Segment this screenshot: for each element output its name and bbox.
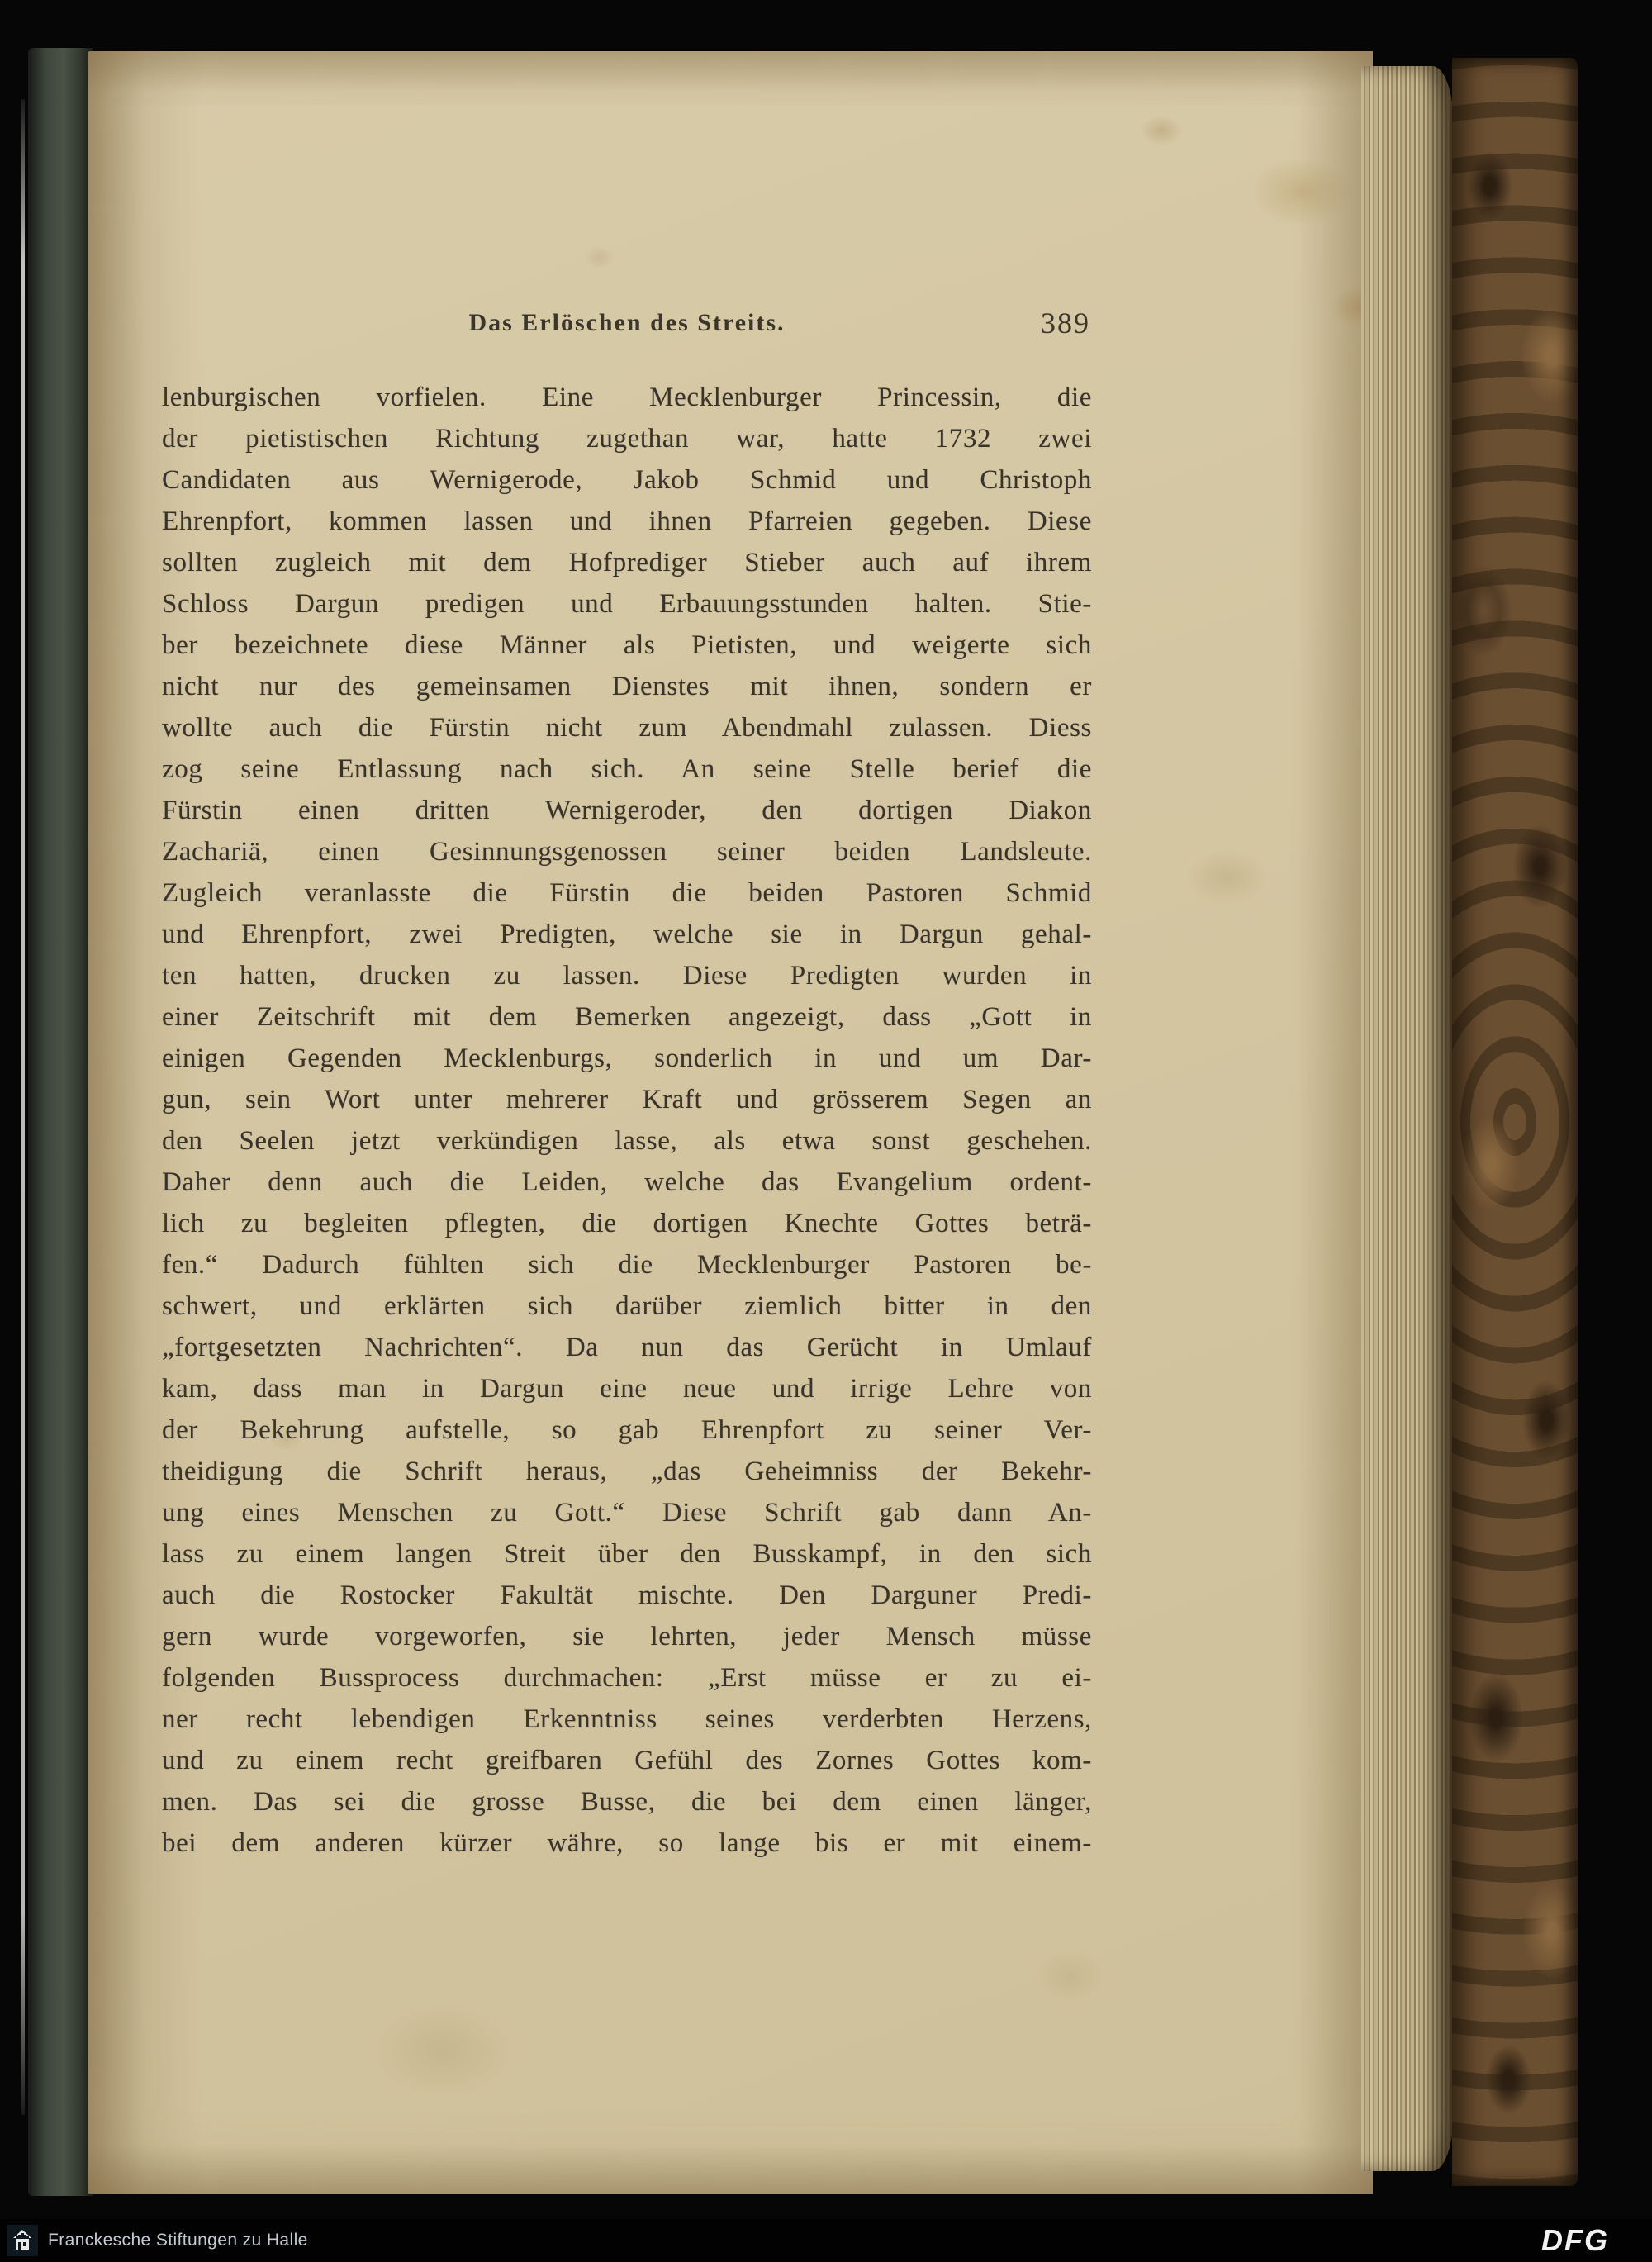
text-line: theidigung die Schrift heraus, „das Geheimniss der Bekehr- — [162, 1457, 1092, 1486]
text-line: wollte auch die Fürstin nicht zum Abendmahl zulassen. Diess — [162, 713, 1092, 743]
printed-text-block — [162, 309, 1092, 1864]
text-line: auch die Rostocker Fakultät mischte. Den Darguner Predi- — [162, 1580, 1092, 1610]
text-line: und Ehrenpfort, zwei Predigten, welche sie in Dargun gehal- — [162, 920, 1092, 949]
book-spine-edge — [28, 48, 93, 2196]
text-line: nicht nur des gemeinsamen Dienstes mit ihnen, sondern er — [162, 672, 1092, 701]
text-line: fen.“ Dadurch fühlten sich die Mecklenburger Pastoren be- — [162, 1250, 1092, 1280]
text-line: bei dem anderen kürzer währe, so lange bis er mit einem- — [162, 1828, 1092, 1858]
text-line: den Seelen jetzt verkündigen lasse, als etwa sonst geschehen. — [162, 1126, 1092, 1156]
text-line: sollten zugleich mit dem Hofprediger Stieber auch auf ihrem — [162, 548, 1092, 577]
text-line: folgenden Bussprocess durchmachen: „Erst müsse er zu ei- — [162, 1663, 1092, 1693]
page-body — [162, 377, 1092, 1864]
text-line: lich zu begleiten pflegten, die dortigen Knechte Gottes beträ- — [162, 1209, 1092, 1238]
text-line: Candidaten aus Wernigerode, Jakob Schmid und Christoph — [162, 465, 1092, 495]
library-name: Franckesche Stiftungen zu Halle — [48, 2231, 308, 2250]
franckesche-stiftungen-logo-icon — [7, 2225, 38, 2256]
text-line: und zu einem recht greifbaren Gefühl des Zornes Gottes kom- — [162, 1746, 1092, 1775]
footer-bar — [0, 2219, 1652, 2262]
marbled-cover-edge — [1452, 58, 1578, 2186]
text-line: Daher denn auch die Leiden, welche das Evangelium ordent- — [162, 1167, 1092, 1197]
running-title: Das Erlöschen des Streits. — [468, 309, 786, 336]
text-line: ten hatten, drucken zu lassen. Diese Predigten wurden in — [162, 961, 1092, 991]
text-line: schwert, und erklärten sich darüber ziemlich bitter in den — [162, 1291, 1092, 1321]
text-line: kam, dass man in Dargun eine neue und irrige Lehre von — [162, 1374, 1092, 1404]
text-line: ber bezeichnete diese Männer als Pietisten, und weigerte sich — [162, 630, 1092, 660]
text-line: gun, sein Wort unter mehrerer Kraft und grösserem Segen an — [162, 1085, 1092, 1114]
text-line: Zugleich veranlasste die Fürstin die beiden Pastoren Schmid — [162, 878, 1092, 908]
text-line: men. Das sei die grosse Busse, die bei dem einen länger, — [162, 1787, 1092, 1817]
text-line: Fürstin einen dritten Wernigeroder, den dortigen Diakon — [162, 796, 1092, 825]
text-line: ung eines Menschen zu Gott.“ Diese Schrift gab dann An- — [162, 1498, 1092, 1528]
text-line: gern wurde vorgeworfen, sie lehrten, jeder Mensch müsse — [162, 1622, 1092, 1651]
text-line: Schloss Dargun predigen und Erbauungsstunden halten. Stie- — [162, 589, 1092, 619]
page-number: 389 — [1041, 307, 1090, 340]
book-page — [88, 51, 1373, 2194]
binding-edge-highlight — [21, 99, 25, 2115]
text-line: Ehrenpfort, kommen lassen und ihnen Pfarreien gegeben. Diese — [162, 506, 1092, 536]
page-header — [162, 309, 1092, 357]
text-line: ner recht lebendigen Erkenntniss seines verderbten Herzens, — [162, 1704, 1092, 1734]
page-edges-fore-edge — [1361, 66, 1454, 2171]
text-line: einer Zeitschrift mit dem Bemerken angezeigt, dass „Gott in — [162, 1002, 1092, 1032]
dfg-logo: DFG — [1541, 2223, 1609, 2257]
text-line: „fortgesetzten Nachrichten“. Da nun das Gerücht in Umlauf — [162, 1333, 1092, 1362]
text-line: einigen Gegenden Mecklenburgs, sonderlich in und um Dar- — [162, 1043, 1092, 1073]
text-line: der Bekehrung aufstelle, so gab Ehrenpfort zu seiner Ver- — [162, 1415, 1092, 1445]
library-credit — [0, 2225, 308, 2256]
text-line: lass zu einem langen Streit über den Busskampf, in den sich — [162, 1539, 1092, 1569]
text-line: zog seine Entlassung nach sich. An seine Stelle berief die — [162, 754, 1092, 784]
text-line: lenburgischen vorfielen. Eine Mecklenburger Princessin, die — [162, 383, 1092, 412]
text-line: Zachariä, einen Gesinnungsgenossen seiner beiden Landsleute. — [162, 837, 1092, 867]
text-line: der pietistischen Richtung zugethan war, hatte 1732 zwei — [162, 424, 1092, 454]
